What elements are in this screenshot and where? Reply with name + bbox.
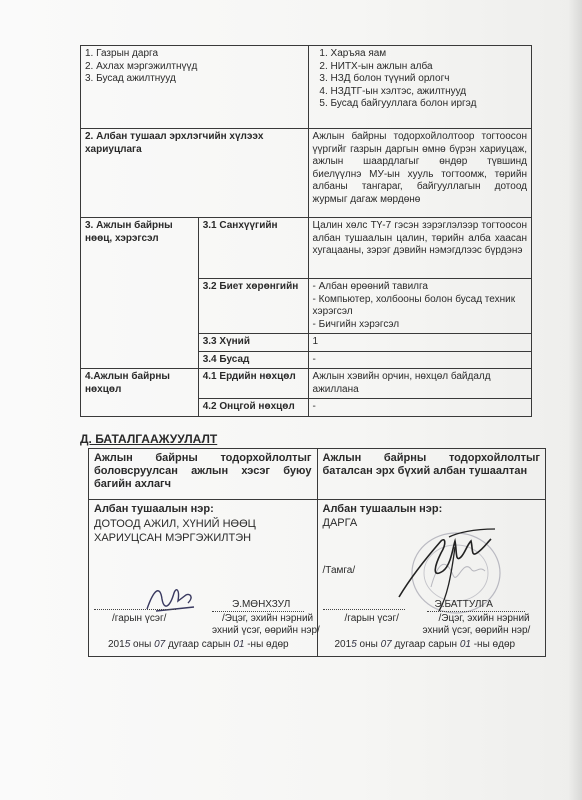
name-caption-2: эхний үсэг, өөрийн нэр/ [212,625,320,636]
finance-label: 3.1 Санхүүгийн [198,218,308,279]
list-item: 5. Бусад байгууллага болон иргэд [331,98,527,111]
date-text: оны [356,639,381,650]
list-item: 1. Газрын дарга [85,48,159,59]
preparer-signature [142,581,202,617]
preparer-cell [89,500,318,657]
name-caption: /Эцэг, эхийн нэрний [222,613,314,624]
list-item: - Бичгийн хэрэгсэл [312,318,400,330]
table-row [81,46,532,129]
list-item: - Компьютер, холбооны болон бусад техник хэрэгсэл [312,293,516,317]
date-line [108,639,289,651]
date-month-hand: 07 [154,639,166,650]
page-edge-shadow [568,0,582,800]
list-item: 4. НЗДТГ-ын хэлтэс, ажилтнууд [331,86,527,99]
external-relations-cell [308,46,531,129]
physical-assets-label-text: 3.2 Биет хөрөнгийн [202,281,299,292]
table-row [81,129,532,218]
physical-assets-label [198,279,308,334]
responsibility-label: 2. Албан тушаал эрхлэгчийн хүлээх хариуцлага [81,129,309,218]
position-value: ДАРГА [322,517,358,529]
date-year-hand: 5 [124,639,131,650]
responsibility-text: Ажлын байрны тодорхойлолтоор тогтоосон үүргийг газрын даргын өмнө бүрэн хариуцаж, ажлын шаардлагыг өндөр түвшинд биелүүлнэ МУ-ын хууль тогтоомж, төрийн албаны тангараг, байгууллагын дотоод журмыг дагаж мөрдөнө [308,129,531,218]
approver-cell [317,500,546,657]
table-row [81,369,532,399]
special-conditions-value: - [308,399,531,417]
stamp-label: /Тамга/ [322,565,356,576]
date-text: дугаар сарын [391,639,460,650]
position-label: Албан тушаалын нэр: [94,503,214,515]
list-item: 3. НЗД болон түүний орлогч [331,73,527,86]
signature-caption: /гарын үсэг/ [112,613,167,624]
date-suffix: -ны өдөр [470,639,516,650]
name-caption-2: эхний үсэг, өөрийн нэр/ [422,625,531,636]
list-item: 2. НИТХ-ын ажлын алба [331,61,527,74]
list-item: 3. Бусад ажилтнууд [85,73,176,84]
physical-assets-cell [308,279,531,334]
special-conditions-label: 4.2 Онцгой нөхцөл [198,399,308,417]
normal-conditions-label: 4.1 Ердийн нөхцөл [198,369,308,399]
normal-conditions-text: Ажлын хэвийн орчин, нөхцөл байдалд ажиллана [308,369,531,399]
name-line [212,611,304,612]
date-text: дугаар сарын [165,639,234,650]
list-item: - Албан өрөөний тавилга [312,281,428,292]
name-line [427,611,525,612]
date-suffix: -ны өдөр [244,639,289,650]
approver-header: Ажлын байрны тодорхойлолтыг баталсан эрх бүхий албан тушаалтан [317,449,546,500]
date-text: оны [130,639,155,650]
table-row [89,449,546,500]
human-value: 1 [308,334,531,352]
approver-name: Э.БАТТУЛГА [434,599,493,610]
preparer-name: Э.МӨНХЗУЛ [232,599,291,610]
human-label: 3.3 Хүний [198,334,308,352]
date-prefix: 201 [334,639,352,650]
resources-label: 3. Ажлын байрны нөөц, хэрэгсэл [81,218,199,369]
other-value: - [308,351,531,369]
approval-table [88,448,546,657]
list-item: 1. Харъяа яам [331,48,527,61]
other-label: 3.4 Бусад [198,351,308,369]
name-caption: /Эцэг, эхийн нэрний [438,613,530,624]
section-title: Д. БАТАЛГААЖУУЛАЛТ [80,432,218,446]
preparer-header: Ажлын байрны тодорхойлолтыг боловсруулсан ажлын хэсэг буюу багийн ахлагч [89,449,318,500]
date-day-hand: 01 [233,639,245,650]
signature-caption: /гарын үсэг/ [344,613,399,624]
date-year-hand: 5 [351,639,357,650]
conditions-label: 4.Ажлын байрны нөхцөл [81,369,199,417]
date-line [335,639,516,651]
internal-relations-cell [81,46,309,129]
list-item: 2. Ахлах мэргэжилтнүүд [85,60,198,72]
date-month-hand: 07 [380,639,392,650]
date-prefix: 201 [108,639,125,650]
signature-line [323,609,405,610]
finance-text: Цалин хөлс ТҮ-7 гэсэн зэрэглэлээр тогтоосон албан тушаалын цалин, төрийн алба хаасан хугацааны, зэрэг дэвийн нэмэгдлээс бүрдэнэ [308,218,531,279]
table-row [89,500,546,657]
signature-line [94,609,176,610]
position-value: ДОТООД АЖИЛ, ХҮНИЙ НӨӨЦ ХАРИУЦСАН МЭРГЭЖИЛТЭН [94,518,256,544]
position-label: Албан тушаалын нэр: [322,503,443,515]
job-description-table [80,45,532,417]
date-day-hand: 01 [459,639,471,650]
table-row [81,218,532,279]
